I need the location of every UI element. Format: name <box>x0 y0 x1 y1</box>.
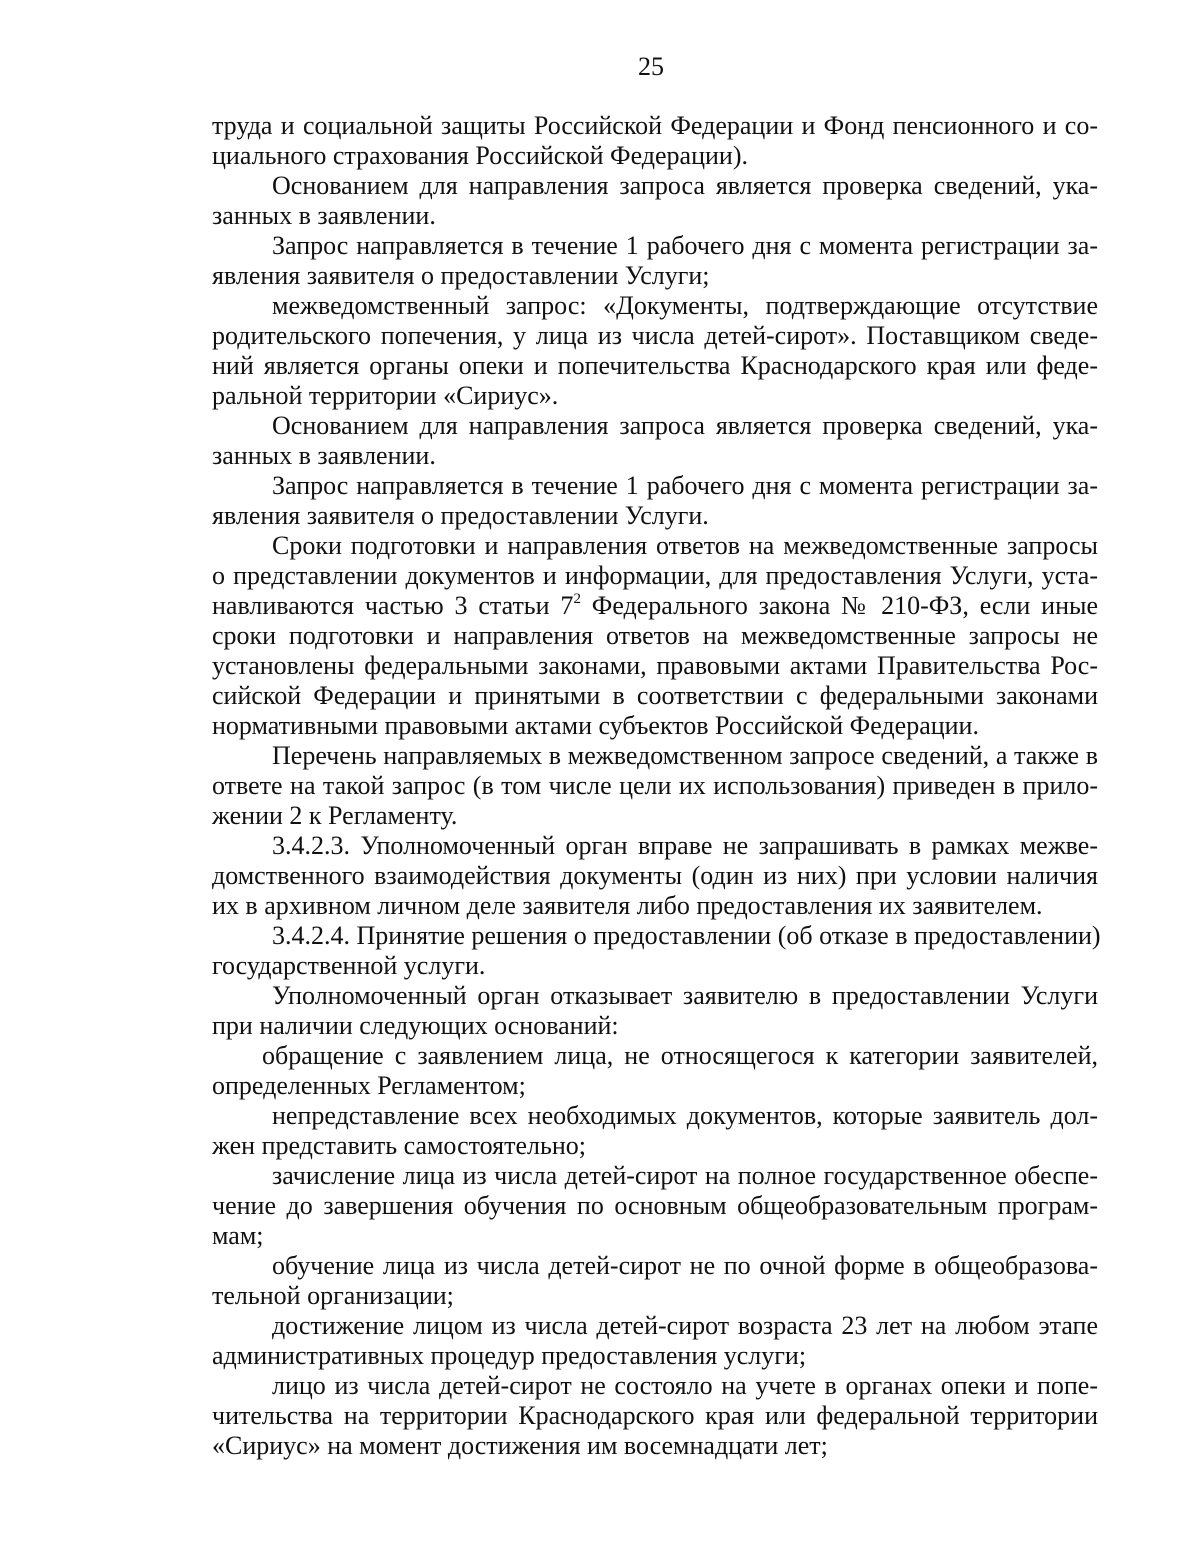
text-line: определенных Регламентом; <box>212 1071 526 1100</box>
text-line: занных в заявлении. <box>212 441 436 470</box>
text-line: тельной организации; <box>212 1281 454 1310</box>
text-line: обращение с заявлением лица, не относящегося к категории заявителей, <box>262 1041 1098 1070</box>
text-line: ральной территории «Сириус». <box>212 381 559 410</box>
text-line: обучение лица из числа детей-сирот не по очной форме в общеобразова- <box>272 1251 1098 1280</box>
text-line <box>212 591 1098 621</box>
text-line: занных в заявлении. <box>212 201 436 230</box>
text-line: Основанием для направления запроса является проверка сведений, ука- <box>272 171 1098 200</box>
text-line: непредставление всех необходимых документов, которые заявитель дол- <box>272 1101 1098 1130</box>
superscript: 2 <box>573 591 581 607</box>
text-line: чительства на территории Краснодарского края или федеральной территории <box>212 1401 1098 1430</box>
text-line: явления заявителя о предоставлении Услуги. <box>212 501 709 530</box>
text-line: их в архивном личном деле заявителя либо предоставления их заявителем. <box>212 891 1043 920</box>
text-line: жен представить самостоятельно; <box>212 1131 586 1160</box>
text-line: государственной услуги. <box>212 951 486 980</box>
text-line: явления заявителя о предоставлении Услуги; <box>212 261 710 290</box>
text-line: зачисление лица из числа детей-сирот на полное государственное обеспе- <box>272 1161 1098 1190</box>
text-line: жении 2 к Регламенту. <box>212 801 458 830</box>
text-line: Основанием для направления запроса является проверка сведений, ука- <box>272 411 1098 440</box>
text-line: домственного взаимодействия документы (один из них) при условии наличия <box>212 861 1098 890</box>
text-line: Запрос направляется в течение 1 рабочего дня с момента регистрации за- <box>272 231 1098 260</box>
document-body <box>212 111 1101 1461</box>
text-line: Сроки подготовки и направления ответов на межведомственные запросы <box>272 531 1098 560</box>
text-line: Перечень направляемых в межведомственном запросе сведений, а также в <box>272 741 1098 770</box>
text-line: при наличии следующих оснований: <box>212 1011 619 1040</box>
text-line: сийской Федерации и принятыми в соответствии с федеральными законами <box>212 681 1098 710</box>
text-line: «Сириус» на момент достижения им восемнадцати лет; <box>212 1431 828 1460</box>
text-line: нормативными правовыми актами субъектов Российской Федерации. <box>212 711 979 740</box>
text-line: 3.4.2.3. Уполномоченный орган вправе не запрашивать в рамках межве- <box>272 831 1098 860</box>
text-line: достижение лицом из числа детей-сирот возраста 23 лет на любом этапе <box>272 1311 1098 1340</box>
text-line: циального страхования Российской Федерации). <box>212 141 748 170</box>
text-line: труда и социальной защиты Российской Федерации и Фонд пенсионного и со- <box>212 111 1098 140</box>
text-line: Запрос направляется в течение 1 рабочего дня с момента регистрации за- <box>272 471 1098 500</box>
text-line: межведомственный запрос: «Документы, подтверждающие отсутствие <box>272 291 1098 320</box>
page-number: 25 <box>638 52 664 81</box>
text-fragment: Федерального закона № 210-ФЗ, если иные <box>580 591 1098 620</box>
text-line: административных процедур предоставления услуги; <box>212 1341 807 1370</box>
text-line: о представлении документов и информации, для предоставления Услуги, уста- <box>212 561 1098 590</box>
text-line: чение до завершения обучения по основным общеобразовательным програм- <box>212 1191 1098 1220</box>
text-line: Уполномоченный орган отказывает заявителю в предоставлении Услуги <box>272 981 1098 1010</box>
text-line: мам; <box>212 1221 264 1250</box>
text-line: установлены федеральными законами, правовыми актами Правительства Рос- <box>212 651 1098 680</box>
text-fragment: навливаются частью 3 статьи 7 <box>212 591 574 620</box>
text-line: сроки подготовки и направления ответов на межведомственные запросы не <box>212 621 1098 650</box>
text-line: 3.4.2.4. Принятие решения о предоставлении (об отказе в предоставлении) <box>272 921 1101 950</box>
text-line: ний является органы опеки и попечительства Краснодарского края или феде- <box>212 351 1098 380</box>
text-line: родительского попечения, у лица из числа детей-сирот». Поставщиком сведе- <box>212 321 1098 350</box>
text-line: ответе на такой запрос (в том числе цели их использования) приведен в прило- <box>212 771 1098 800</box>
text-line: лицо из числа детей-сирот не состояло на учете в органах опеки и попе- <box>272 1371 1098 1400</box>
